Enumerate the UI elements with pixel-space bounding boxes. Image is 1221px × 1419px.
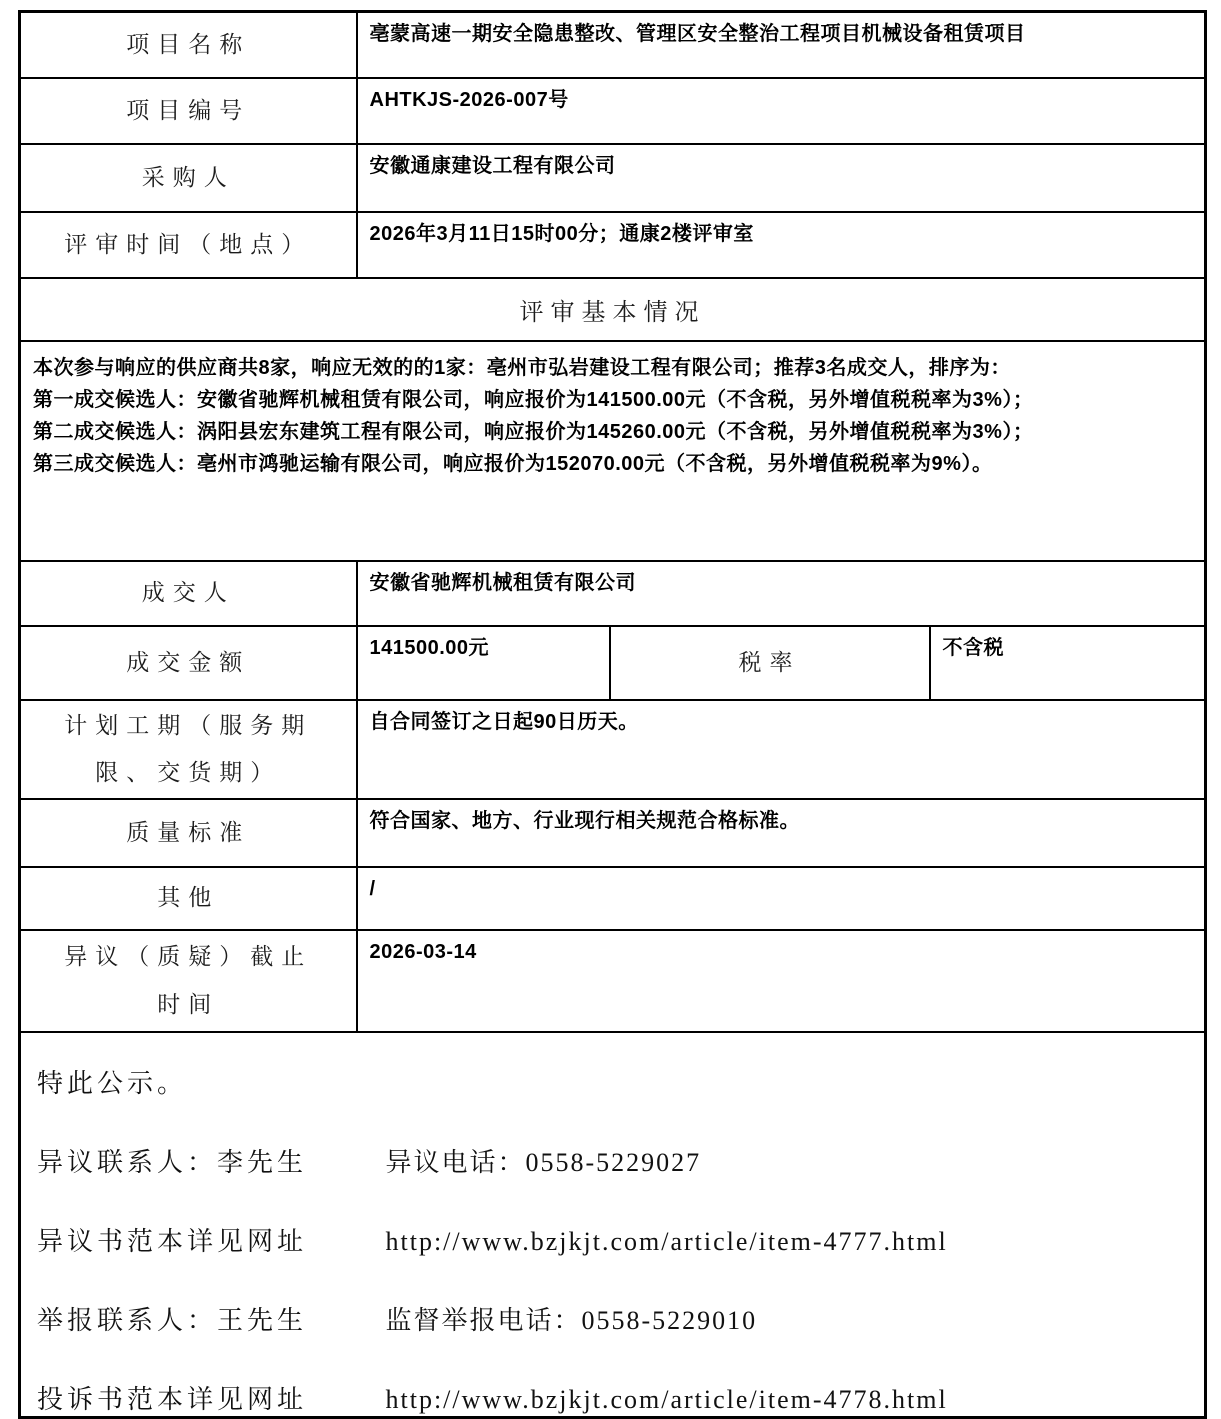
objection-deadline-value: 2026-03-14 — [357, 930, 1206, 1032]
summary-line: 第三成交候选人：亳州市鸿驰运输有限公司，响应报价为152070.00元（不含税，另外增值税税率为9%）。 — [33, 452, 993, 475]
complaint-template-label: 投诉书范本详见网址 — [37, 1384, 308, 1414]
project-name-value: 亳蒙高速一期安全隐患整改、管理区安全整治工程项目机械设备租赁项目 — [357, 12, 1206, 78]
quality-label: 质量标准 — [20, 799, 357, 867]
quality-value: 符合国家、地方、行业现行相关规范合格标准。 — [357, 799, 1206, 867]
complaint-template-url: http://www.bzjkjt.com/article/item-4778.html — [385, 1384, 948, 1414]
table-row — [20, 867, 1206, 930]
purchaser-value: 安徽通康建设工程有限公司 — [357, 144, 1206, 212]
other-value: / — [357, 867, 1206, 930]
other-label: 其他 — [20, 867, 357, 930]
table-row — [20, 700, 1206, 799]
summary-line: 第一成交候选人：安徽省驰辉机械租赁有限公司，响应报价为141500.00元（不含税，另外增值税税率为3%）； — [33, 388, 1034, 411]
objection-phone: 异议电话：0558-5229027 — [385, 1147, 702, 1177]
table-row — [20, 144, 1206, 212]
table-row — [20, 12, 1206, 78]
table-row — [20, 341, 1206, 561]
footer-notice-line — [37, 1063, 1188, 1100]
table-row — [20, 799, 1206, 867]
table-row — [20, 930, 1206, 1032]
objection-deadline-label: 异议（质疑）截止时间 — [20, 930, 357, 1032]
project-code-label: 项目编号 — [20, 78, 357, 144]
report-phone: 监督举报电话：0558-5229010 — [385, 1305, 758, 1335]
project-code-value: AHTKJS-2026-007号 — [357, 78, 1206, 144]
footer-block — [20, 1032, 1206, 1418]
review-time-value: 2026年3月11日15时00分；通康2楼评审室 — [357, 212, 1206, 278]
footer-report-contact-line — [37, 1300, 1188, 1337]
amount-value: 141500.00元 — [357, 626, 610, 700]
footer-notice: 特此公示。 — [37, 1068, 188, 1098]
objection-template-url: http://www.bzjkjt.com/article/item-4777.html — [385, 1226, 948, 1256]
winner-label: 成交人 — [20, 561, 357, 626]
footer-objection-contact-line — [37, 1142, 1188, 1179]
table-row — [20, 561, 1206, 626]
table-row — [20, 626, 1206, 700]
table-row — [20, 1032, 1206, 1418]
objection-contact: 异议联系人：李先生 — [37, 1147, 308, 1177]
summary-line: 本次参与响应的供应商共8家，响应无效的的1家：亳州市弘岩建设工程有限公司；推荐3名成交人，排序为： — [33, 356, 1011, 379]
winner-value: 安徽省驰辉机械租赁有限公司 — [357, 561, 1206, 626]
review-time-label: 评审时间（地点） — [20, 212, 357, 278]
footer-objection-template-line — [37, 1221, 1188, 1258]
section-title: 评审基本情况 — [20, 278, 1206, 341]
duration-label: 计划工期（服务期限、交货期） — [20, 700, 357, 799]
summary-line: 第二成交候选人：涡阳县宏东建筑工程有限公司，响应报价为145260.00元（不含税，另外增值税税率为3%）； — [33, 420, 1034, 443]
amount-label: 成交金额 — [20, 626, 357, 700]
tax-rate-value: 不含税 — [930, 626, 1206, 700]
table-row — [20, 278, 1206, 341]
announcement-table — [18, 10, 1207, 1419]
project-name-label: 项目名称 — [20, 12, 357, 78]
purchaser-label: 采购人 — [20, 144, 357, 212]
objection-template-label: 异议书范本详见网址 — [37, 1226, 308, 1256]
table-row — [20, 78, 1206, 144]
duration-value: 自合同签订之日起90日历天。 — [357, 700, 1206, 799]
review-summary-cell — [20, 341, 1206, 561]
report-contact: 举报联系人：王先生 — [37, 1305, 308, 1335]
tax-rate-label: 税率 — [610, 626, 930, 700]
table-row — [20, 212, 1206, 278]
